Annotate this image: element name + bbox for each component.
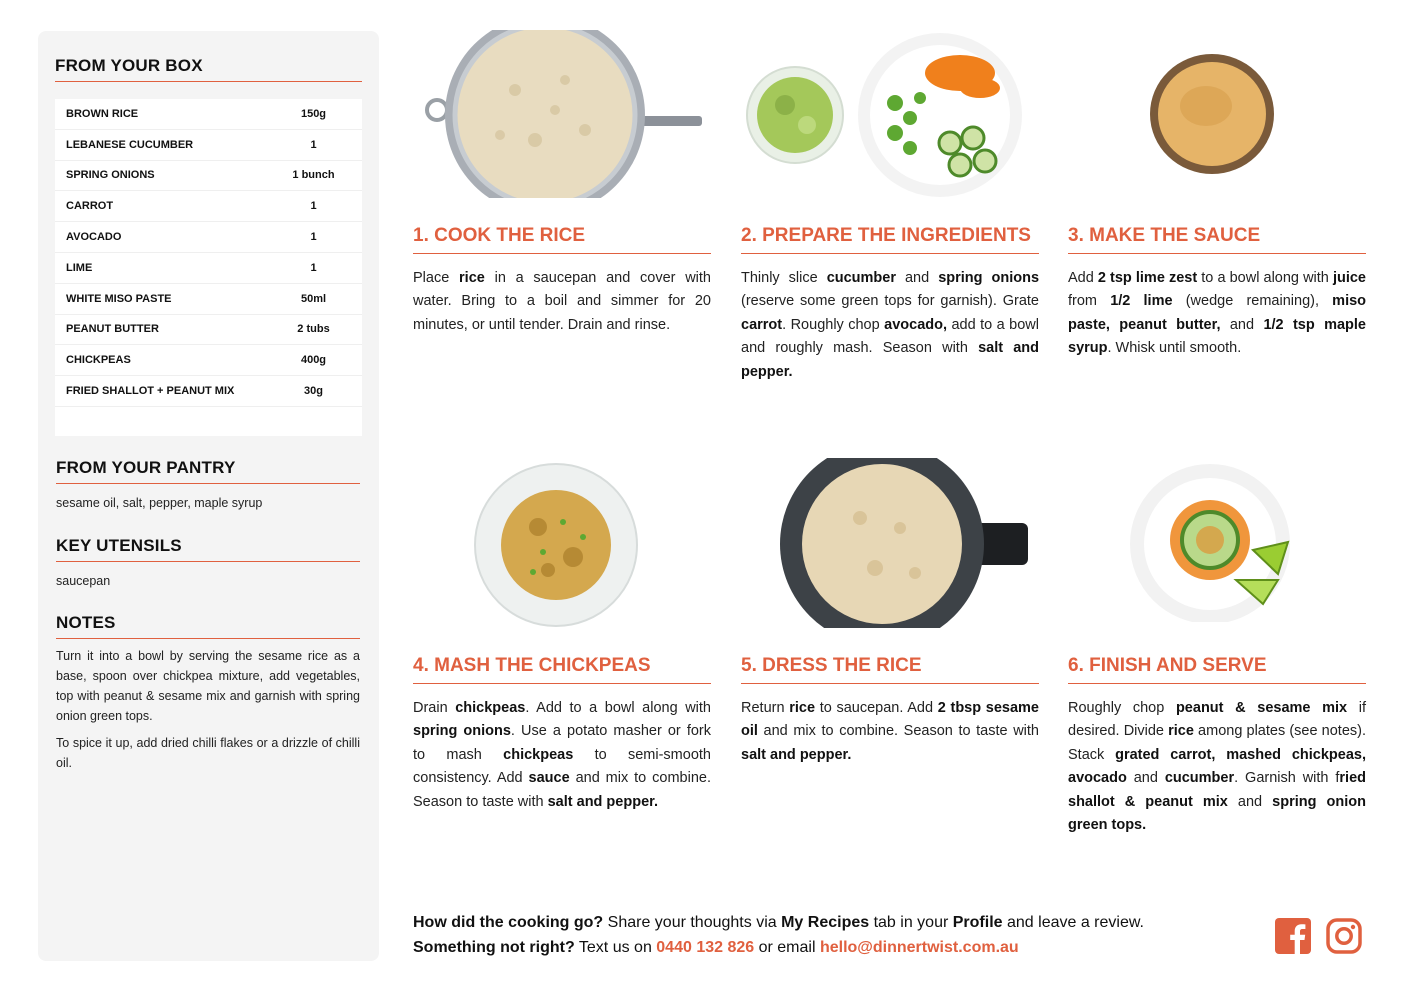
ingredient-name: WHITE MISO PASTE [66,292,172,305]
text-run: Place [413,270,460,286]
emphasis: salt and pepper. [547,793,659,810]
ingredient-quantity: 1 [310,261,317,274]
step-title: 3. MAKE THE SAUCE [1068,225,1366,254]
text-run: and mix to combine. Season to taste with [757,723,1039,740]
sauce-bowl-photo [1148,50,1278,176]
utensils-section [56,536,360,591]
text-run: and leave a review. [1002,914,1144,931]
emphasis: 2 tsp lime zest [1097,270,1198,286]
text-run: Add [1068,270,1098,286]
ingredient-name: LIME [66,261,93,274]
key-utensils-heading: KEY UTENSILS [56,536,360,562]
ingredient-name: BROWN RICE [66,107,139,120]
text-run: add to a bowl and roughly mash. Season with [741,316,1039,357]
emphasis: grated carrot, mashed chickpeas, avocado [1068,746,1366,787]
emphasis: My Recipes [781,914,870,931]
ingredient-name: FRIED SHALLOT + PEANUT MIX [66,385,235,398]
text-run: or email [754,939,820,956]
emphasis: chickpeas [503,746,574,763]
step-2 [741,225,1039,384]
ingredient-quantity: 1 bunch [292,169,335,182]
emphasis: 1/2 tsp maple syrup [1068,316,1366,357]
ingredients-table [55,99,362,436]
text-run: in a saucepan and cover with water. Bring to a boil and simmer for 20 minutes, or until tender. Drain and rinse. [413,270,711,333]
finished-dish-photo [1128,462,1298,622]
from-your-box-heading: FROM YOUR BOX [55,56,362,82]
emphasis: peanut & sesame mix [1175,700,1348,716]
notes-heading: NOTES [56,613,360,639]
emphasis: miso paste, peanut butter, [1068,293,1367,333]
text-run: if desired. Divide [1068,700,1367,740]
contact-link[interactable]: 0440 132 826 [656,939,755,956]
text-run: and [1227,793,1273,810]
step-instructions [1068,697,1366,837]
note-paragraph: To spice it up, add dried chilli flakes or a drizzle of chilli oil. [56,736,360,770]
text-run: Share your thoughts via [603,914,782,931]
text-run: to a bowl along with [1197,270,1333,286]
text-run: . Whisk until smooth. [1107,340,1242,357]
ingredient-name: SPRING ONIONS [66,169,155,182]
emphasis: cucumber [1164,770,1235,787]
emphasis: spring onions [938,270,1040,286]
emphasis: 1/2 lime [1110,293,1173,310]
instagram-icon[interactable] [1326,918,1362,954]
facebook-icon[interactable] [1275,918,1311,954]
ingredient-quantity: 1 [310,200,317,213]
text-run: Roughly chop [1068,700,1176,716]
text-run: (wedge remaining), [1172,293,1333,310]
step-instructions [413,267,711,337]
emphasis: salt and pepper. [741,746,852,763]
text-run: . Roughly chop [782,316,885,333]
step-instructions [741,267,1039,384]
ingredient-row [55,130,362,161]
ingredient-quantity: 1 [310,231,317,244]
ingredient-quantity: 400g [300,354,327,367]
step-1 [413,225,711,337]
ingredient-row [55,284,362,315]
ingredient-row [55,161,362,192]
feedback-footer [413,910,1263,960]
review-prompt [413,910,1263,935]
ingredient-quantity: 30g [304,385,323,398]
step-title: 5. DRESS THE RICE [741,655,1039,684]
ingredient-row [55,315,362,346]
pantry-section [56,458,360,513]
emphasis: salt and pepper. [741,340,1039,380]
text-run: . Add to a bowl along with [525,700,711,716]
text-run: to semi-smooth consistency. Add [413,746,711,787]
step-title: 4. MASH THE CHICKPEAS [413,655,711,684]
ingredient-name: LEBANESE CUCUMBER [66,138,194,151]
text-run: . Use a potato masher or fork to mash [413,723,712,763]
emphasis: Profile [952,914,1003,931]
text-run: (reserve some green tops for garnish). Grate [741,293,1039,310]
contact-line [413,935,1263,960]
step-title: 6. FINISH AND SERVE [1068,655,1366,684]
text-run: and [1220,316,1264,333]
ingredient-quantity: 2 tubs [297,323,330,336]
emphasis: juice [1332,270,1366,286]
prepared-ingredients-photo [745,33,1027,198]
emphasis: Something not right? [413,939,575,956]
ingredient-row [55,376,362,407]
ingredient-quantity: 150g [300,107,327,120]
emphasis: spring onions [413,723,511,740]
dressed-rice-pan-photo [780,458,1030,628]
emphasis: rice [1168,723,1194,740]
text-run: . Garnish with f [1234,770,1340,787]
notes-section [56,613,360,773]
text-run: and mix to combine. Season to taste with [413,770,711,810]
step-6 [1068,655,1366,837]
contact-link[interactable]: hello@dinnertwist.com.au [819,939,1019,956]
ingredient-quantity: 1 [310,138,317,151]
ingredients-sidebar [38,31,379,961]
emphasis: chickpeas [455,700,526,716]
emphasis: sauce [528,770,570,787]
step-instructions [413,697,711,814]
ingredient-row [55,253,362,284]
step-title: 2. PREPARE THE INGREDIENTS [741,225,1039,254]
ingredient-row [55,345,362,376]
pantry-list: sesame oil, salt, pepper, maple syrup [56,496,263,510]
emphasis: spring onion green tops. [1068,793,1366,834]
emphasis: carrot [741,316,783,333]
emphasis: rice [459,270,485,286]
step-title: 1. COOK THE RICE [413,225,711,254]
ingredient-quantity: 50ml [300,292,327,305]
text-run: to saucepan. Add [815,700,938,716]
step-instructions [1068,267,1366,361]
text-run: and [1126,770,1165,787]
step-3 [1068,225,1366,361]
emphasis: 2 tbsp sesame oil [741,700,1039,740]
ingredient-name: CARROT [66,200,114,213]
ingredient-name: PEANUT BUTTER [66,323,159,336]
ingredient-name: AVOCADO [66,231,122,244]
emphasis: How did the cooking go? [413,914,604,931]
mashed-chickpeas-photo [473,462,641,628]
emphasis: ried shallot & peanut mix [1068,770,1366,810]
rice-in-strainer-photo [425,30,705,198]
step-4 [413,655,711,814]
ingredient-row [55,191,362,222]
ingredient-name: CHICKPEAS [66,354,131,367]
step-instructions [741,697,1039,767]
utensils-list: saucepan [56,574,111,588]
ingredient-row [55,222,362,253]
step-5 [741,655,1039,767]
from-your-pantry-heading: FROM YOUR PANTRY [56,458,360,484]
text-run: Drain [413,700,456,716]
text-run: and [896,270,939,286]
text-run: Text us on [574,939,657,956]
text-run: Thinly slice [741,270,827,286]
emphasis: cucumber [826,270,896,286]
note-paragraph: Turn it into a bowl by serving the sesame rice as a base, spoon over chickpea mixture, add vegetables, top with peanut & sesame mix and garnish with spring onion green tops. [56,649,360,723]
text-run: tab in your [869,914,953,931]
emphasis: rice [789,700,816,716]
text-run: Return [741,700,790,716]
text-run: among plates (see notes). Stack [1068,723,1366,763]
text-run: from [1068,293,1111,310]
ingredient-row [55,99,362,130]
emphasis: avocado, [884,316,947,333]
